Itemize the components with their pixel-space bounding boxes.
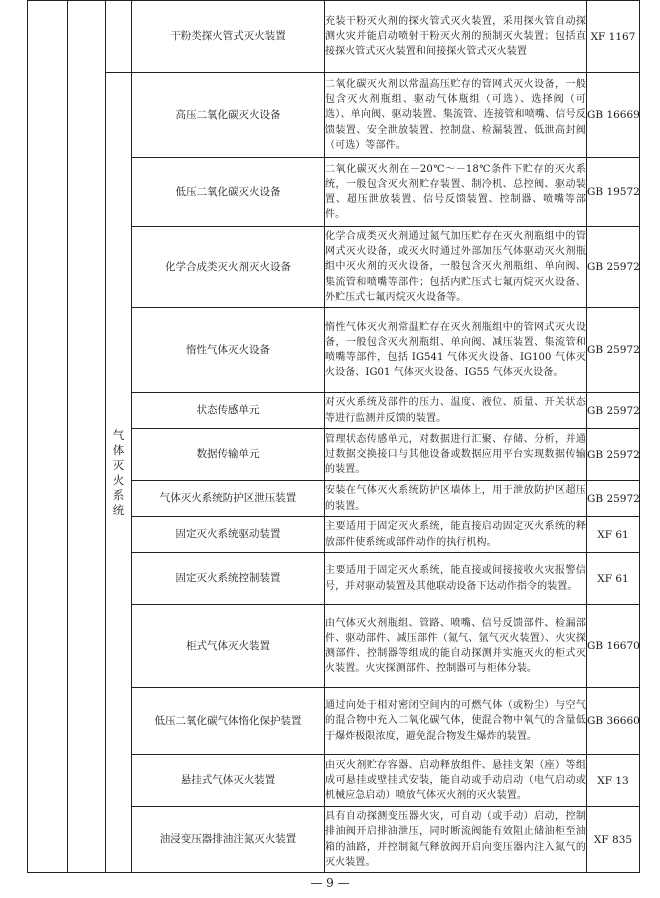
product-description: 二氧化碳灭火剂在－20℃～－18℃条件下贮存的灭火系统，一般包含灭火剂贮存装置、制冷机、总控阀、驱动装置、超压泄放装置、信号反馈装置、控制器、喷嘴等部件。 bbox=[325, 158, 587, 227]
standard-code: GB 36660 bbox=[587, 688, 640, 755]
product-description: 二氧化碳灭火剂以常温高压贮存的管网式灭火设备，一般包含灭火剂瓶组、驱动气体瓶组（可选）、选择阀（可选）、单向阀、驱动装置、集流管、连接管和喷嘴、信号反馈装置、安全泄放装置、控制盘、检漏装置、低泄高封阀（可选）等部件。 bbox=[325, 73, 587, 158]
product-description: 通过向处于相对密闭空间内的可燃气体（或粉尘）与空气的混合物中充入二氧化碳气体，使混合物中氧气的含量低于爆炸极限浓度，避免混合物发生爆炸的装置。 bbox=[325, 688, 587, 755]
product-description: 充装干粉灭火剂的探火管式灭火装置，采用探火管自动探测火灾并能启动喷射干粉灭火剂的预制灭火装置；包括直接探火管式灭火装置和间接探火管式灭火装置 bbox=[325, 1, 587, 73]
group-cell-top bbox=[106, 1, 132, 73]
product-name: 悬挂式气体灭火装置 bbox=[132, 755, 325, 807]
product-description: 化学合成类灭火剂通过氮气加压贮存在灭火剂瓶组中的管网式灭火设备，或灭火时通过外部加压气体驱动灭火剂瓶组中灭火剂的灭火设备，一般包含灭火剂瓶组、单向阀、集流管和喷嘴等部件；包括内贮压式七氟丙烷灭火设备、外贮压式七氟丙烷灭火设备等。 bbox=[325, 227, 587, 308]
standard-code: GB 25972 bbox=[587, 393, 640, 429]
product-name: 气体灭火系统防护区泄压装置 bbox=[132, 481, 325, 517]
standard-code: GB 16669 bbox=[587, 73, 640, 158]
standard-code: GB 25972 bbox=[587, 481, 640, 517]
product-standard-table bbox=[27, 0, 640, 873]
group-label-cell bbox=[106, 73, 132, 873]
product-name: 惰性气体灭火设备 bbox=[132, 308, 325, 393]
product-description: 惰性气体灭火剂常温贮存在灭火剂瓶组中的管网式灭火设备，一般包含灭火剂瓶组、单向阀、减压装置、集流管和喷嘴等部件，包括 IG541 气体灭火设备、IG100 气体灭火设备、IG01 气体灭火设备、IG55 气体灭火设备。 bbox=[325, 308, 587, 393]
subcategory-cell bbox=[68, 1, 106, 873]
product-name: 状态传感单元 bbox=[132, 393, 325, 429]
standard-code: XF 1167 bbox=[587, 1, 640, 73]
product-name: 干粉类探火管式灭火装置 bbox=[132, 1, 325, 73]
standard-code: XF 61 bbox=[587, 553, 640, 605]
standard-code: GB 25972 bbox=[587, 308, 640, 393]
product-description: 安装在气体灭火系统防护区墙体上，用于泄放防护区超压的装置。 bbox=[325, 481, 587, 517]
product-description: 主要适用于固定灭火系统，能直接或间接接收火灾报警信号，并对驱动装置及其他联动设备下达动作指令的装置。 bbox=[325, 553, 587, 605]
standard-code: XF 13 bbox=[587, 755, 640, 807]
standard-code: XF 835 bbox=[587, 807, 640, 873]
product-description: 由灭火剂贮存容器、启动释放组件、悬挂支架（座）等组成可悬挂或壁挂式安装，能自动或手动启动（电气启动或机械应急启动）喷放气体灭火剂的灭火装置。 bbox=[325, 755, 587, 807]
page-number: — 9 — bbox=[310, 876, 350, 890]
product-name: 低压二氧化碳灭火设备 bbox=[132, 158, 325, 227]
standard-code: GB 19572 bbox=[587, 158, 640, 227]
product-name: 化学合成类灭火剂灭火设备 bbox=[132, 227, 325, 308]
standard-code: GB 25972 bbox=[587, 429, 640, 481]
product-description: 由气体灭火剂瓶组、管路、喷嘴、信号反馈部件、检漏部件、驱动部件、减压部件（氮气、氩气灭火装置）、火灾探测部件、控制器等组成的能自动探测并实施灭火的柜式灭火装置。火灾探测部件、控制器可与柜体分装。 bbox=[325, 605, 587, 688]
product-name: 油浸变压器排油注氮灭火装置 bbox=[132, 807, 325, 873]
product-name: 低压二氧化碳气体惰化保护装置 bbox=[132, 688, 325, 755]
product-description: 具有自动探测变压器火灾，可自动（或手动）启动，控制排油阀开启排油泄压，同时断流阀能有效阻止储油柜至油箱的油路，并控制氮气释放阀开启向变压器内注入氮气的灭火装置。 bbox=[325, 807, 587, 873]
product-description: 主要适用于固定灭火系统，能直接启动固定灭火系统的释放部件使系统或部件动作的执行机构。 bbox=[325, 517, 587, 553]
table-row bbox=[28, 1, 640, 73]
product-name: 固定灭火系统控制装置 bbox=[132, 553, 325, 605]
standard-code: GB 16670 bbox=[587, 605, 640, 688]
table-row bbox=[28, 73, 640, 158]
product-name: 高压二氧化碳灭火设备 bbox=[132, 73, 325, 158]
standard-code: GB 25972 bbox=[587, 227, 640, 308]
product-name: 柜式气体灭火装置 bbox=[132, 605, 325, 688]
product-description: 管理状态传感单元，对数据进行汇聚、存储、分析，并通过数据交换接口与其他设备或数据应用平台实现数据传输的装置。 bbox=[325, 429, 587, 481]
standard-code: XF 61 bbox=[587, 517, 640, 553]
product-description: 对灭火系统及部件的压力、温度、液位、质量、开关状态等进行监测并反馈的装置。 bbox=[325, 393, 587, 429]
product-name: 固定灭火系统驱动装置 bbox=[132, 517, 325, 553]
category-cell bbox=[28, 1, 68, 873]
group-label: 气体灭火系统 bbox=[112, 427, 125, 517]
product-name: 数据传输单元 bbox=[132, 429, 325, 481]
